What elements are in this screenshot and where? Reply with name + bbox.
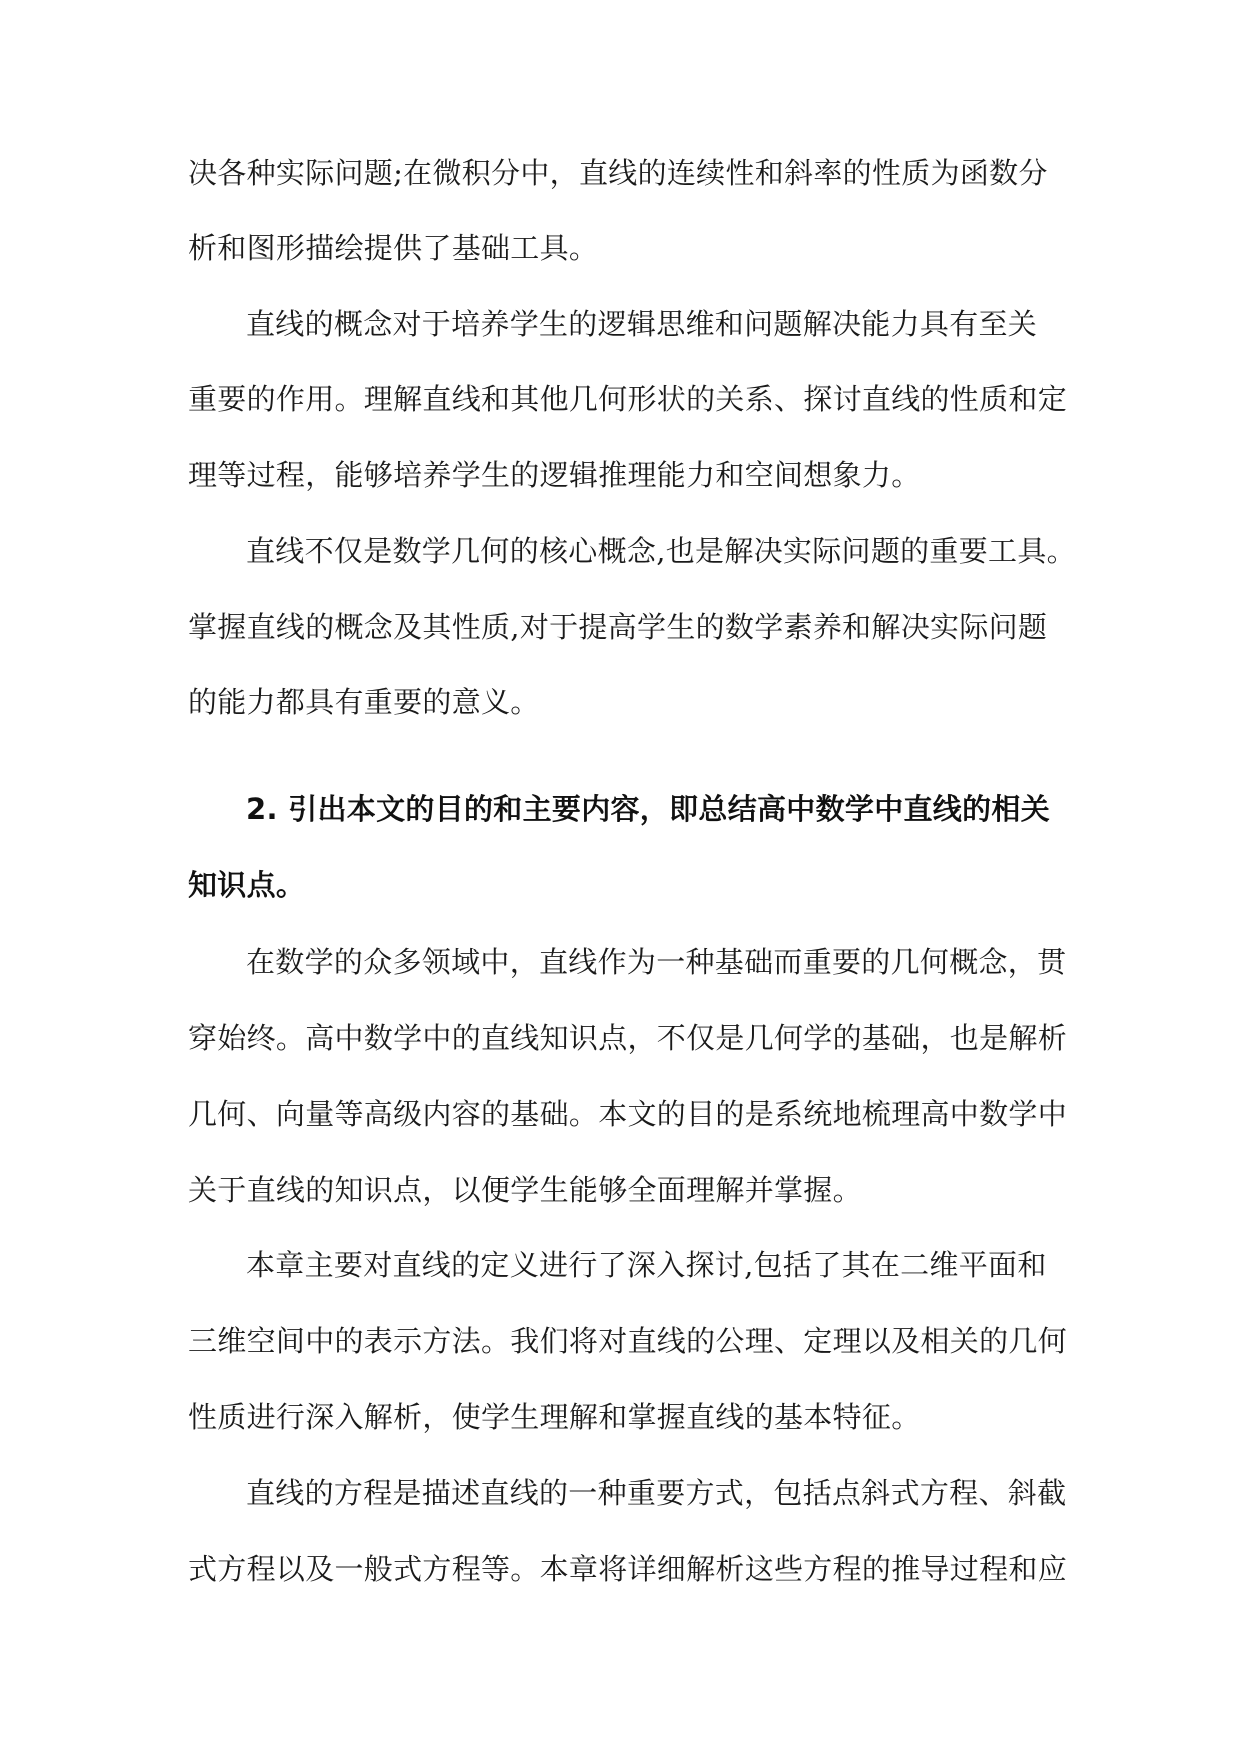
section-paragraph-2-line-1: 本章主要对直线的定义进行了深入探讨,包括了其在二维平面和: [246, 1248, 1047, 1282]
paragraph-1-line-2: 析和图形描绘提供了基础工具。: [188, 231, 599, 265]
section-heading-line-2: 知识点。: [188, 868, 306, 902]
section-paragraph-1-line-2: 穿始终。高中数学中的直线知识点，不仅是几何学的基础，也是解析: [188, 1021, 1068, 1055]
section-paragraph-1-line-3: 几何、向量等高级内容的基础。本文的目的是系统地梳理高中数学中: [188, 1097, 1068, 1131]
section-paragraph-1-line-4: 关于直线的知识点，以便学生能够全面理解并掌握。: [188, 1173, 862, 1207]
paragraph-3-line-3: 的能力都具有重要的意义。: [188, 685, 540, 719]
section-paragraph-3-line-2: 式方程以及一般式方程等。本章将详细解析这些方程的推导过程和应: [188, 1552, 1068, 1586]
paragraph-1-line-1: 决各种实际问题;在微积分中，直线的连续性和斜率的性质为函数分: [188, 156, 1048, 190]
paragraph-2-line-2: 重要的作用。理解直线和其他几何形状的关系、探讨直线的性质和定: [188, 382, 1068, 416]
section-paragraph-2-line-2: 三维空间中的表示方法。我们将对直线的公理、定理以及相关的几何: [188, 1324, 1068, 1358]
section-paragraph-2-line-3: 性质进行深入解析，使学生理解和掌握直线的基本特征。: [188, 1400, 921, 1434]
section-paragraph-3-line-1: 直线的方程是描述直线的一种重要方式，包括点斜式方程、斜截: [246, 1476, 1067, 1510]
paragraph-2-line-1: 直线的概念对于培养学生的逻辑思维和问题解决能力具有至关: [246, 307, 1038, 341]
paragraph-3-line-1: 直线不仅是数学几何的核心概念,也是解决实际问题的重要工具。: [246, 534, 1076, 568]
section-paragraph-1-line-1: 在数学的众多领域中，直线作为一种基础而重要的几何概念，贯: [246, 945, 1067, 979]
paragraph-3-line-2: 掌握直线的概念及其性质,对于提高学生的数学素养和解决实际问题: [188, 610, 1048, 644]
paragraph-2-line-3: 理等过程，能够培养学生的逻辑推理能力和空间想象力。: [188, 458, 921, 492]
section-heading-line-1: 2. 引出本文的目的和主要内容，即总结高中数学中直线的相关: [246, 792, 1050, 826]
